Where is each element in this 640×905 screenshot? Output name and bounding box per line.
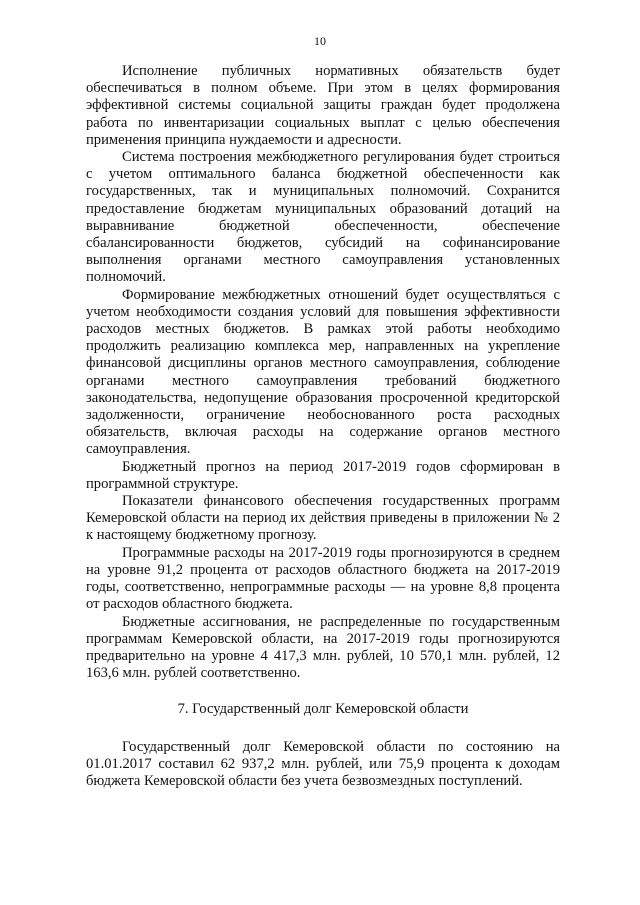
paragraph-unallocated-appropriations: Бюджетные ассигнования, не распределенные по государственным программам Кемеровской области, на 2017-2019 годы прогнозируются предварительно на уровне 4 417,3 млн. рублей, 10 570,1 млн. рублей, 12 163,6 млн. рублей соответственно. <box>86 613 560 682</box>
paragraph-program-indicators: Показатели финансового обеспечения государственных программ Кемеровской области на период их действия приведены в приложении № 2 к настоящему бюджетному прогнозу. <box>86 493 560 544</box>
document-body <box>86 63 560 790</box>
paragraph-public-obligations: Исполнение публичных нормативных обязательств будет обеспечиваться в полном объеме. При этом в целях формирования эффективной системы социальной защиты граждан будет продолжена работа по инвентаризации социальных выплат с целью обеспечения применения принципа нуждаемости и адресности. <box>86 63 560 148</box>
paragraph-program-structure: Бюджетный прогноз на период 2017-2019 годов сформирован в программной структуре. <box>86 458 560 492</box>
paragraph-state-debt: Государственный долг Кемеровской области по состоянию на 01.01.2017 составил 62 937,2 млн. рублей, или 75,9 процента к доходам бюджета Кемеровской области без учета безвозмездных поступлений. <box>86 738 560 789</box>
paragraph-program-expenses: Программные расходы на 2017-2019 годы прогнозируются в среднем на уровне 91,2 процента от расходов областного бюджета на 2017-2019 годы, соответственно, непрограммные расходы — на уровне 8,8 процента от расходов областного бюджета. <box>86 544 560 613</box>
paragraph-interbudget-regulation: Система построения межбюджетного регулирования будет строиться с учетом оптимального баланса бюджетной обеспеченности как государственных, так и муниципальных полномочий. Сохранится предоставление бюджетам муниципальных образований дотаций на выравнивание бюджетной обеспеченности, обеспечение сбалансированности бюджетов, субсидий на софинансирование выполнения органами местного самоуправления установленных полномочий. <box>86 149 560 286</box>
page-number: 10 <box>314 34 326 48</box>
paragraph-interbudget-relations: Формирование межбюджетных отношений будет осуществляться с учетом необходимости создания условий для повышения эффективности расходов местных бюджетов. В рамках этой работы необходимо продолжить реализацию комплекса мер, направленных на укрепление финансовой дисциплины органов местного самоуправления, соблюдение органами местного самоуправления требований бюджетного законодательства, недопущение образования просроченной кредиторской задолженности, ограничение необоснованного роста расходных обязательств, включая расходы на содержание органов местного самоуправления. <box>86 286 560 458</box>
section-heading: 7. Государственный долг Кемеровской области <box>177 701 469 718</box>
